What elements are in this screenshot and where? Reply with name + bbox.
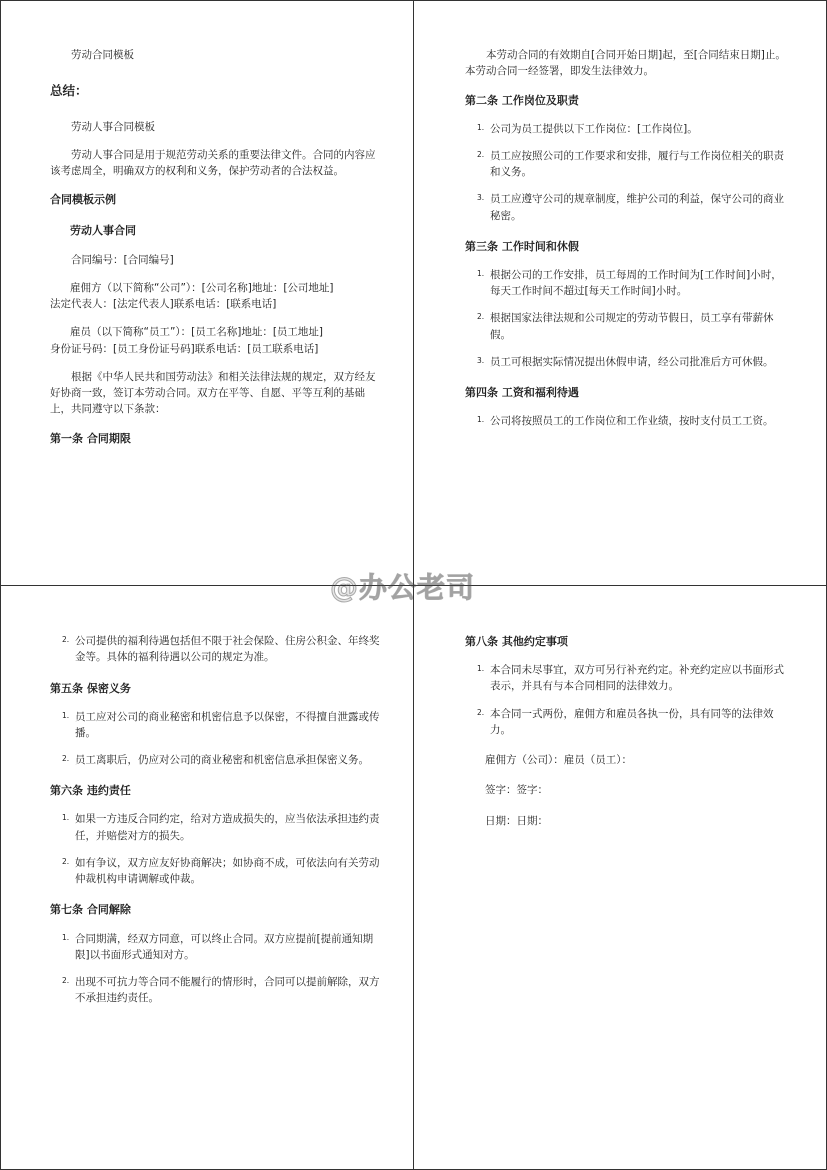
list-item-text: 公司提供的福利待遇包括但不限于社会保险、住房公积金、年终奖金等。具体的福利待遇以公司的规定为准。 — [75, 635, 380, 664]
list-item-text: 如果一方违反合同约定，给对方造成损失的，应当依法承担违约责任，并赔偿对方的损失。 — [75, 813, 380, 842]
article-4-heading: 第四条 工资和福利待遇 — [465, 386, 579, 400]
list-item-text: 合同期满，经双方同意，可以终止合同。双方应提前[提前通知期限]以书面形式通知对方。 — [75, 932, 374, 961]
subtitle: 劳动人事合同模板 — [71, 120, 155, 133]
list-item-text: 本合同一式两份，雇佣方和雇员各执一份，具有同等的法律效力。 — [490, 707, 774, 736]
list-number: 2. — [62, 754, 70, 764]
list-number: 2. — [477, 312, 485, 322]
list-number: 1. — [477, 664, 485, 674]
list-number: 1. — [477, 122, 485, 132]
employer-line-1: 雇佣方（以下简称“公司”）：[公司名称]地址：[公司地址] — [70, 281, 334, 294]
list-item — [50, 633, 380, 666]
date-line: 日期：日期： — [485, 814, 548, 827]
list-number: 1. — [477, 268, 485, 278]
employer-info — [50, 280, 380, 313]
list-number: 2. — [62, 976, 70, 986]
contract-title: 劳动人事合同 — [70, 224, 136, 238]
list-item — [465, 121, 790, 137]
employee-info — [50, 324, 380, 357]
list-item-text: 公司为员工提供以下工作岗位：[工作岗位]。 — [490, 122, 698, 135]
list-number: 3. — [477, 356, 485, 366]
list-item — [50, 752, 380, 768]
employee-line-2: 身份证号码：[员工身份证号码]联系电话：[员工联系电话] — [50, 342, 319, 355]
list-item — [50, 974, 380, 1007]
list-item-text: 员工可根据实际情况提出休假申请，经公司批准后方可休假。 — [490, 356, 774, 369]
list-number: 1. — [62, 932, 70, 942]
contract-period: 本劳动合同的有效期自[合同开始日期]起，至[合同结束日期]止。本劳动合同一经签署，即发生法律效力。 — [465, 49, 786, 78]
example-heading: 合同模板示例 — [50, 193, 116, 207]
list-item-text: 根据公司的工作安排，员工每周的工作时间为[工作时间]小时，每天工作时间不超过[每天工作时间]小时。 — [490, 268, 782, 298]
list-item-text: 员工应对公司的商业秘密和机密信息予以保密，不得擅自泄露或传播。 — [75, 710, 380, 739]
list-number: 2. — [477, 707, 485, 717]
article-8-heading: 第八条 其他约定事项 — [465, 635, 568, 648]
watermark: @办公老司 — [330, 571, 476, 604]
template-title: 劳动合同模板 — [71, 49, 134, 61]
page-top-left — [50, 47, 380, 459]
list-number: 2. — [477, 149, 485, 159]
article-3-heading: 第三条 工作时间和休假 — [465, 239, 579, 253]
list-item — [50, 855, 380, 888]
list-number: 3. — [477, 193, 485, 203]
list-item-text: 员工应遵守公司的规章制度，维护公司的利益，保守公司的商业秘密。 — [490, 193, 784, 222]
list-item-text: 根据国家法律法规和公司规定的劳动节假日，员工享有带薪休假。 — [490, 312, 774, 341]
list-item — [465, 413, 790, 429]
list-item — [50, 931, 380, 964]
contract-number: 合同编号：[合同编号] — [71, 253, 174, 266]
page-top-right — [465, 47, 790, 441]
employee-line-1: 雇员（以下简称“员工”）：[员工名称]地址：[员工地址] — [70, 326, 324, 339]
parties-line: 雇佣方（公司）：雇员（员工）： — [485, 754, 632, 767]
basis-paragraph: 根据《中华人民共和国劳动法》和相关法律法规的规定，双方经友好协商一致，签订本劳动合同。双方在平等、自愿、平等互利的基础上，共同遵守以下条款： — [50, 370, 376, 416]
list-number: 2. — [62, 635, 70, 644]
signature-line: 签字：签字： — [485, 784, 548, 797]
article-7-heading: 第七条 合同解除 — [50, 903, 131, 917]
list-item-text: 员工离职后，仍应对公司的商业秘密和机密信息承担保密义务。 — [75, 754, 369, 767]
intro-paragraph: 劳动人事合同是用于规范劳动关系的重要法律文件。合同的内容应该考虑周全，明确双方的权利和义务，保护劳动者的合法权益。 — [50, 148, 376, 178]
list-item — [465, 310, 790, 343]
list-item — [50, 811, 380, 844]
article-5-heading: 第五条 保密义务 — [50, 681, 131, 695]
list-item — [465, 354, 790, 370]
employer-line-2: 法定代表人：[法定代表人]联系电话：[联系电话] — [50, 298, 277, 311]
list-number: 1. — [62, 710, 70, 720]
list-item — [465, 148, 790, 181]
list-item-text: 公司将按照员工的工作岗位和工作业绩，按时支付员工工资。 — [490, 415, 774, 428]
article-1-heading: 第一条 合同期限 — [50, 431, 131, 445]
list-item — [465, 706, 790, 739]
page-bottom-right — [465, 633, 790, 838]
list-item-text: 本合同未尽事宜，双方可另行补充约定。补充约定应以书面形式表示，并具有与本合同相同的法律效力。 — [490, 664, 784, 693]
list-item — [50, 709, 380, 742]
article-6-heading: 第六条 违约责任 — [50, 784, 131, 798]
list-item-text: 出现不可抗力等合同不能履行的情形时，合同可以提前解除，双方不承担违约责任。 — [75, 976, 380, 1005]
article-2-heading: 第二条 工作岗位及职责 — [465, 93, 579, 107]
list-item — [465, 662, 790, 695]
page-bottom-left — [50, 633, 380, 1018]
list-item-text: 员工应按照公司的工作要求和安排，履行与工作岗位相关的职责和义务。 — [490, 149, 784, 179]
list-number: 2. — [62, 856, 70, 866]
list-item — [465, 267, 790, 300]
list-item-text: 如有争议，双方应友好协商解决；如协商不成，可依法向有关劳动仲裁机构申请调解或仲裁。 — [75, 856, 380, 886]
list-number: 1. — [477, 415, 485, 425]
list-number: 1. — [62, 813, 70, 823]
summary-heading: 总结： — [50, 83, 88, 99]
list-item — [465, 191, 790, 224]
